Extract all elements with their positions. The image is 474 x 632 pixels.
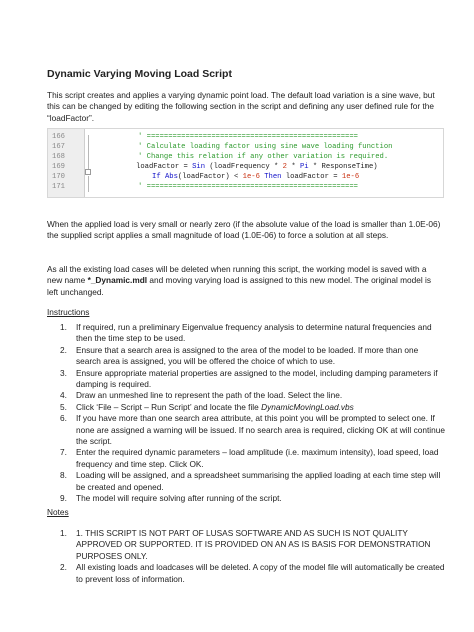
line-number: 168 <box>52 153 65 161</box>
line-number: 171 <box>52 183 65 191</box>
notes-list <box>60 528 445 585</box>
model-save-paragraph <box>47 264 442 298</box>
list-item <box>60 402 445 413</box>
code-line: If Abs(loadFactor) < 1e-6 Then loadFactor = 1e-6 <box>152 173 360 181</box>
item-number: 7. <box>60 447 67 458</box>
list-item <box>60 413 445 447</box>
item-text: Loading will be assigned, and a spreadsheet summarising the applied loading at each time step will be created and opened. <box>76 470 441 492</box>
load-threshold-paragraph: When the applied load is very small or nearly zero (if the absolute value of the load is smaller than 1.0E-06) the supplied script applies a small magnitude of load (1.0E-06) to force a solution at all steps. <box>47 219 441 241</box>
line-number: 166 <box>52 133 65 141</box>
item-number: 2. <box>60 344 67 355</box>
item-text: The model will require solving after running of the script. <box>76 493 282 504</box>
fold-guide <box>88 135 89 169</box>
item-text: 1. THIS SCRIPT IS NOT PART OF LUSAS SOFTWARE AND AS SUCH IS NOT QUALITY APPROVED OR SUPPORTED. IT IS PROVIDED ON AN AS IS BASIS FOR DEMONSTRATION PURPOSES ONLY. <box>76 528 431 561</box>
notes-heading: Notes <box>47 507 69 517</box>
list-item <box>60 345 445 368</box>
script-file-name: DynamicMovingLoad.vbs <box>261 401 354 412</box>
item-number: 2. <box>60 562 67 573</box>
code-line: ' ================================================= <box>138 183 358 191</box>
item-number: 5. <box>60 401 67 412</box>
item-text: If you have more than one search area attribute, at this point you will be prompted to select one. If none are assigned a warning will be issued. If no search area is required, clicking OK at will continue the script. <box>76 413 445 447</box>
code-listing <box>47 128 444 198</box>
intro-paragraph: This script creates and applies a varying dynamic point load. The default load variation is a sine wave, but this can be changed by editing the following section in the script and defining any user defined rule for the “loadFactor”. <box>47 90 435 123</box>
item-text: Ensure appropriate material properties are assigned to the model, including damping parameters if damping is required. <box>76 367 438 390</box>
line-number: 167 <box>52 143 65 151</box>
item-text: Enter the required dynamic parameters – load amplitude (i.e. maximum intensity), load speed, load frequency and time step. Click OK. <box>76 447 439 469</box>
item-number: 3. <box>60 367 67 378</box>
fold-guide <box>88 176 89 192</box>
code-line: ' Change this relation if any other variation is required. <box>138 153 389 161</box>
list-item <box>60 562 445 585</box>
item-number: 8. <box>60 470 67 481</box>
list-item <box>60 390 445 401</box>
line-number-gutter <box>48 129 85 197</box>
item-text: Draw an unmeshed line to represent the path of the load. Select the line. <box>76 390 343 401</box>
list-item <box>60 447 445 470</box>
item-text: All existing loads and loadcases will be deleted. A copy of the model file will automatically be created to prevent loss of information. <box>76 562 445 584</box>
list-item <box>60 470 445 493</box>
item-text: Click ‘File – Script – Run Script’ and locate the file <box>76 401 262 412</box>
list-item <box>60 368 445 391</box>
line-number: 170 <box>52 173 65 181</box>
instructions-heading: Instructions <box>47 307 90 317</box>
item-text: If required, run a preliminary Eigenvalue frequency analysis to determine natural frequencies and then the time step to be used. <box>76 322 432 344</box>
model-save-text-end: and moving varying load is assigned to this new model. The original model is left unchanged. <box>47 275 432 297</box>
fold-toggle-icon[interactable] <box>85 169 91 175</box>
code-line: loadFactor = Sin (loadFrequency * 2 * Pi * ResponseTime) <box>136 163 378 171</box>
item-number: 1. <box>60 528 67 538</box>
model-save-text: As all the existing load cases will be deleted when running this script, the working model is saved with a new name <box>47 264 427 286</box>
list-item <box>60 322 445 345</box>
code-line: ' ================================================= <box>138 133 358 141</box>
instructions-list <box>60 322 445 505</box>
list-item <box>60 493 445 504</box>
code-line: ' Calculate loading factor using sine wave loading function <box>138 143 393 151</box>
list-item <box>60 528 445 562</box>
item-number: 1. <box>60 322 67 332</box>
line-number: 169 <box>52 163 65 171</box>
item-number: 6. <box>60 413 67 424</box>
model-file-name: *_Dynamic.mdl <box>87 275 148 286</box>
item-text: Ensure that a search area is assigned to the area of the model to be loaded. If more than one search area is assigned, you will be offered the choice of which to use. <box>76 344 419 367</box>
item-number: 9. <box>60 493 67 504</box>
document-title: Dynamic Varying Moving Load Script <box>47 68 232 80</box>
item-number: 4. <box>60 390 67 401</box>
